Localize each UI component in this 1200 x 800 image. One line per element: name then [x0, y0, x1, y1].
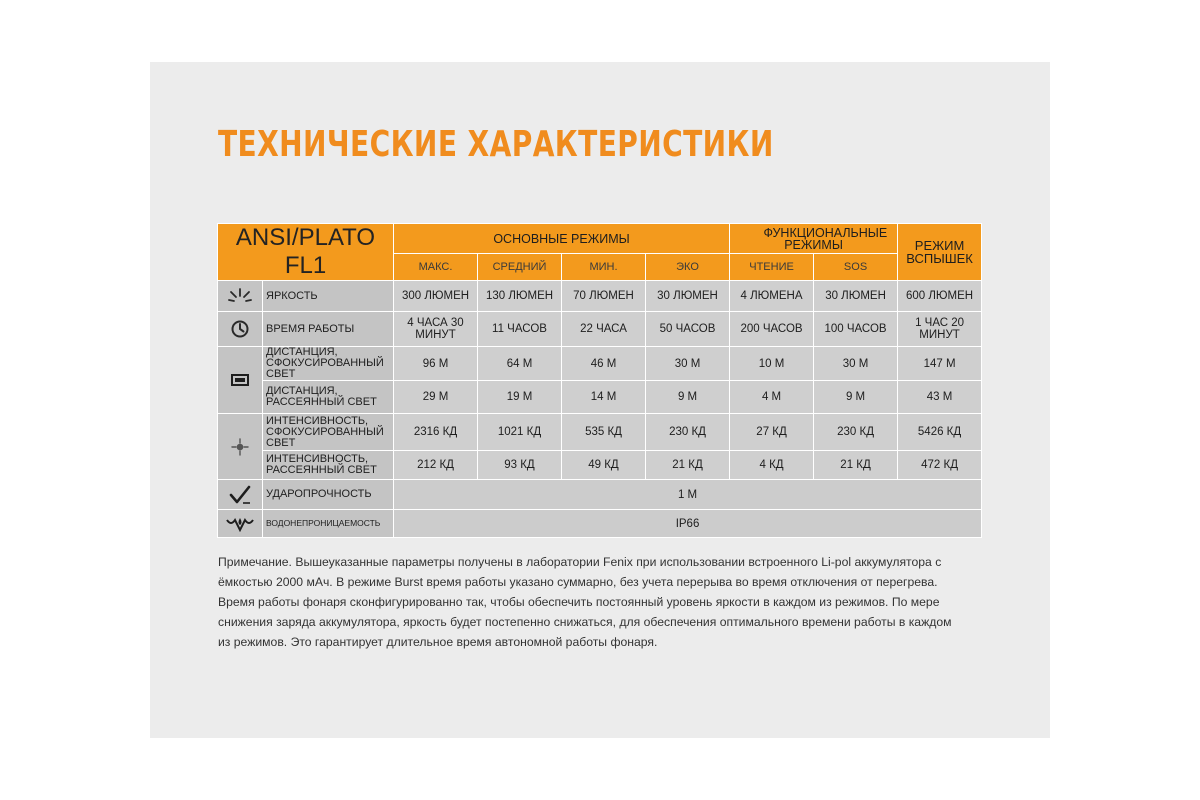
brightness-icon-cell — [218, 281, 263, 312]
table-cell: 230 КД — [814, 414, 898, 451]
table-cell: 4 ЛЮМЕНА — [730, 281, 814, 312]
table-cell: 70 ЛЮМЕН — [562, 281, 646, 312]
table-cell: 93 КД — [478, 451, 562, 480]
intensity-icon-cell — [218, 414, 263, 480]
table-cell: 29 М — [394, 381, 478, 414]
table-cell — [394, 312, 478, 347]
table-row-intensity-focused — [218, 414, 982, 451]
table-row-brightness — [218, 281, 982, 312]
table-cell: 43 М — [898, 381, 982, 414]
table-cell: 472 КД — [898, 451, 982, 480]
table-cell: 11 ЧАСОВ — [478, 312, 562, 347]
table-cell: 30 ЛЮМЕН — [646, 281, 730, 312]
cell-text: 1 ЧАС 20 МИНУТ — [915, 317, 965, 341]
table-cell: 21 КД — [814, 451, 898, 480]
table-row-runtime — [218, 312, 982, 347]
table-row-water — [218, 510, 982, 538]
footnote-line: Примечание. Вышеуказанные параметры получены в лаборатории Fenix при использовании встроенного Li-pol аккумулятора с — [218, 555, 942, 569]
table-cell: 4 М — [730, 381, 814, 414]
cell-text: 4 ЧАСА 30 МИНУТ — [407, 317, 464, 341]
distance-icon — [230, 373, 250, 387]
mode-header: МАКС. — [394, 254, 478, 281]
table-cell: 96 М — [394, 347, 478, 381]
group-functional-modes — [730, 224, 898, 254]
table-cell: 19 М — [478, 381, 562, 414]
row-label: ДИСТАНЦИЯ, РАССЕЯННЫЙ СВЕТ — [263, 381, 394, 414]
group-functional-label: ФУНКЦИОНАЛЬНЫЕ РЕЖИМЫ — [763, 225, 888, 252]
table-cell: 30 ЛЮМЕН — [814, 281, 898, 312]
table-cell: 130 ЛЮМЕН — [478, 281, 562, 312]
row-label: ДИСТАНЦИЯ, СФОКУСИРОВАННЫЙ СВЕТ — [263, 347, 394, 381]
table-cell: 14 М — [562, 381, 646, 414]
mode-header: СРЕДНИЙ — [478, 254, 562, 281]
clock-icon — [230, 319, 250, 339]
table-cell: 5426 КД — [898, 414, 982, 451]
group-main-modes: ОСНОВНЫЕ РЕЖИМЫ — [394, 224, 730, 254]
group-burst-mode — [898, 224, 982, 281]
row-label: ВРЕМЯ РАБОТЫ — [263, 312, 394, 347]
table-row-distance-diffused — [218, 381, 982, 414]
table-cell: 230 КД — [646, 414, 730, 451]
footnote-line: Время работы фонаря сконфигурированно так, чтобы обеспечить постоянный уровень яркости в каждом из режимов. По мере — [218, 595, 940, 609]
brightness-icon — [227, 287, 253, 305]
table-cell — [898, 312, 982, 347]
page-title: ТЕХНИЧЕСКИЕ ХАРАКТЕРИСТИКИ — [218, 124, 774, 165]
table-cell: 30 М — [814, 347, 898, 381]
table-corner-title: ANSI/PLATO FL1 — [218, 224, 394, 281]
row-label: УДАРОПРОЧНОСТЬ — [263, 480, 394, 510]
table-row-distance-focused — [218, 347, 982, 381]
table-row-intensity-diffused — [218, 451, 982, 480]
table-cell: 10 М — [730, 347, 814, 381]
footnote-line: снижения заряда аккумулятора, яркость будет постепенно снижаться, для обеспечения оптимального времени работы в каждом — [218, 615, 952, 629]
table-cell: 22 ЧАСА — [562, 312, 646, 347]
table-cell: 50 ЧАСОВ — [646, 312, 730, 347]
table-cell: 9 М — [814, 381, 898, 414]
table-cell: 30 М — [646, 347, 730, 381]
table-cell: 200 ЧАСОВ — [730, 312, 814, 347]
table-cell: 600 ЛЮМЕН — [898, 281, 982, 312]
clock-icon-cell — [218, 312, 263, 347]
table-header-row — [218, 224, 982, 254]
table-cell: 4 КД — [730, 451, 814, 480]
intensity-icon — [231, 438, 249, 456]
table-cell: 147 М — [898, 347, 982, 381]
group-burst-label: РЕЖИМ ВСПЫШЕК — [906, 238, 973, 266]
mode-header: МИН. — [562, 254, 646, 281]
footnote-line: ёмкостью 2000 мАч. В режиме Burst время работы указано суммарно, без учета перерыва во время отключения от перегрева. — [218, 575, 938, 589]
table-cell: 100 ЧАСОВ — [814, 312, 898, 347]
table-cell: 1021 КД — [478, 414, 562, 451]
table-cell: 27 КД — [730, 414, 814, 451]
table-cell: 9 М — [646, 381, 730, 414]
table-cell: 64 М — [478, 347, 562, 381]
waterproof-icon-cell — [218, 510, 263, 538]
table-cell: 300 ЛЮМЕН — [394, 281, 478, 312]
row-label: ВОДОНЕПРОНИЦАЕМОСТЬ — [263, 510, 394, 538]
footnote-line: из режимов. Это гарантирует длительное время автономной работы фонаря. — [218, 635, 658, 649]
spec-table — [217, 223, 982, 538]
row-label: ИНТЕНСИВНОСТЬ, РАССЕЯННЫЙ СВЕТ — [263, 451, 394, 480]
row-label: ИНТЕНСИВНОСТЬ, СФОКУСИРОВАННЫЙ СВЕТ — [263, 414, 394, 451]
footnote — [218, 552, 988, 652]
table-cell: IP66 — [394, 510, 982, 538]
table-cell: 2316 КД — [394, 414, 478, 451]
impact-resistance-icon — [229, 485, 251, 505]
mode-header: ЧТЕНИЕ — [730, 254, 814, 281]
mode-header: ЭКО — [646, 254, 730, 281]
table-cell: 535 КД — [562, 414, 646, 451]
row-label: ЯРКОСТЬ — [263, 281, 394, 312]
distance-icon-cell — [218, 347, 263, 414]
table-cell: 21 КД — [646, 451, 730, 480]
waterproof-icon — [225, 516, 255, 532]
table-cell: 49 КД — [562, 451, 646, 480]
table-cell: 212 КД — [394, 451, 478, 480]
table-cell: 1 М — [394, 480, 982, 510]
mode-header: SOS — [814, 254, 898, 281]
table-row-impact — [218, 480, 982, 510]
table-cell: 46 М — [562, 347, 646, 381]
impact-icon-cell — [218, 480, 263, 510]
